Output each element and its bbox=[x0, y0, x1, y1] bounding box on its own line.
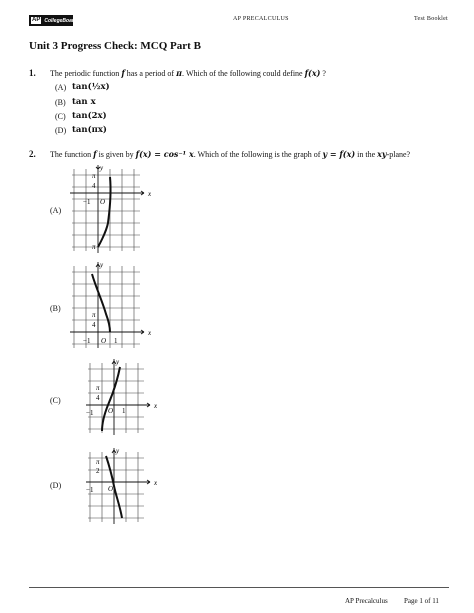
x-label: x bbox=[154, 402, 158, 410]
q2-option-b-letter[interactable]: (B) bbox=[50, 304, 61, 313]
tick-top: π bbox=[96, 458, 100, 466]
q2-number: 2. bbox=[29, 149, 36, 159]
header-center: AP PRECALCULUS bbox=[233, 16, 289, 22]
q1-option-a-expr[interactable]: tan(½x) bbox=[72, 82, 110, 92]
origin: O bbox=[108, 485, 114, 493]
q2-graph-b[interactable] bbox=[68, 260, 153, 350]
q1-option-b-expr[interactable]: tan x bbox=[72, 97, 96, 107]
page-title: Unit 3 Progress Check: MCQ Part B bbox=[29, 40, 201, 52]
neg-one: −1 bbox=[83, 337, 91, 345]
logo-text: CollegeBoard bbox=[44, 17, 77, 24]
footer-divider bbox=[29, 587, 449, 588]
q1-option-d-expr[interactable]: tan(πx) bbox=[72, 125, 107, 135]
college-board-logo bbox=[29, 15, 77, 26]
x-label: x bbox=[148, 329, 152, 337]
q2-option-a-letter[interactable]: (A) bbox=[50, 206, 62, 215]
tick-top: π bbox=[92, 311, 96, 319]
q1-option-a-letter[interactable]: (A) bbox=[55, 83, 67, 92]
neg-one: −1 bbox=[86, 486, 94, 494]
neg-one: −1 bbox=[86, 409, 94, 417]
origin: O bbox=[108, 407, 114, 415]
q1-option-d-letter[interactable]: (D) bbox=[55, 126, 67, 135]
curve bbox=[98, 177, 111, 247]
y-label: y bbox=[116, 447, 120, 455]
x-label: x bbox=[148, 190, 152, 198]
q1-option-c-letter[interactable]: (C) bbox=[55, 112, 66, 121]
tick-bot: 4 bbox=[92, 182, 96, 190]
q1-option-c-expr[interactable]: tan(2x) bbox=[72, 111, 107, 121]
one: 1 bbox=[114, 337, 118, 345]
x-label: x bbox=[154, 479, 158, 487]
tick-top: π bbox=[96, 384, 100, 392]
curve bbox=[102, 367, 120, 431]
neg-one: −1 bbox=[83, 198, 91, 206]
origin: O bbox=[101, 337, 107, 345]
logo-ap: AP bbox=[32, 17, 41, 23]
q2-text: The function f is given by f(x) = cos⁻¹ x. Which of the following is the graph of y = f(x) in the xy-plane? bbox=[50, 149, 411, 159]
origin: O bbox=[100, 198, 106, 206]
tick-bot: 4 bbox=[92, 321, 96, 329]
q2-option-d-letter[interactable]: (D) bbox=[50, 481, 62, 490]
q2-graph-c[interactable] bbox=[84, 357, 169, 437]
q1-number: 1. bbox=[29, 68, 36, 78]
tick-bot: 4 bbox=[96, 394, 100, 402]
footer-left: AP Precalculus bbox=[345, 597, 388, 605]
y-label: y bbox=[100, 261, 104, 269]
grid bbox=[72, 266, 140, 348]
q1-text: The periodic function f has a period of π. Which of the following could define f(x) ? bbox=[50, 68, 326, 78]
y-label: y bbox=[116, 358, 120, 366]
q1-option-b-letter[interactable]: (B) bbox=[55, 98, 66, 107]
q2-graph-a[interactable] bbox=[68, 163, 153, 253]
grid bbox=[72, 169, 140, 251]
bottom-label: π bbox=[92, 243, 96, 251]
header-right: Test Booklet bbox=[414, 16, 449, 22]
footer-page: Page 1 of 11 bbox=[404, 597, 439, 605]
tick-top: π bbox=[92, 172, 96, 180]
q2-option-c-letter[interactable]: (C) bbox=[50, 396, 61, 405]
one: 1 bbox=[122, 407, 126, 415]
q2-graph-d[interactable] bbox=[84, 446, 169, 526]
tick-bot: 2 bbox=[96, 467, 100, 475]
y-label: y bbox=[100, 164, 104, 172]
